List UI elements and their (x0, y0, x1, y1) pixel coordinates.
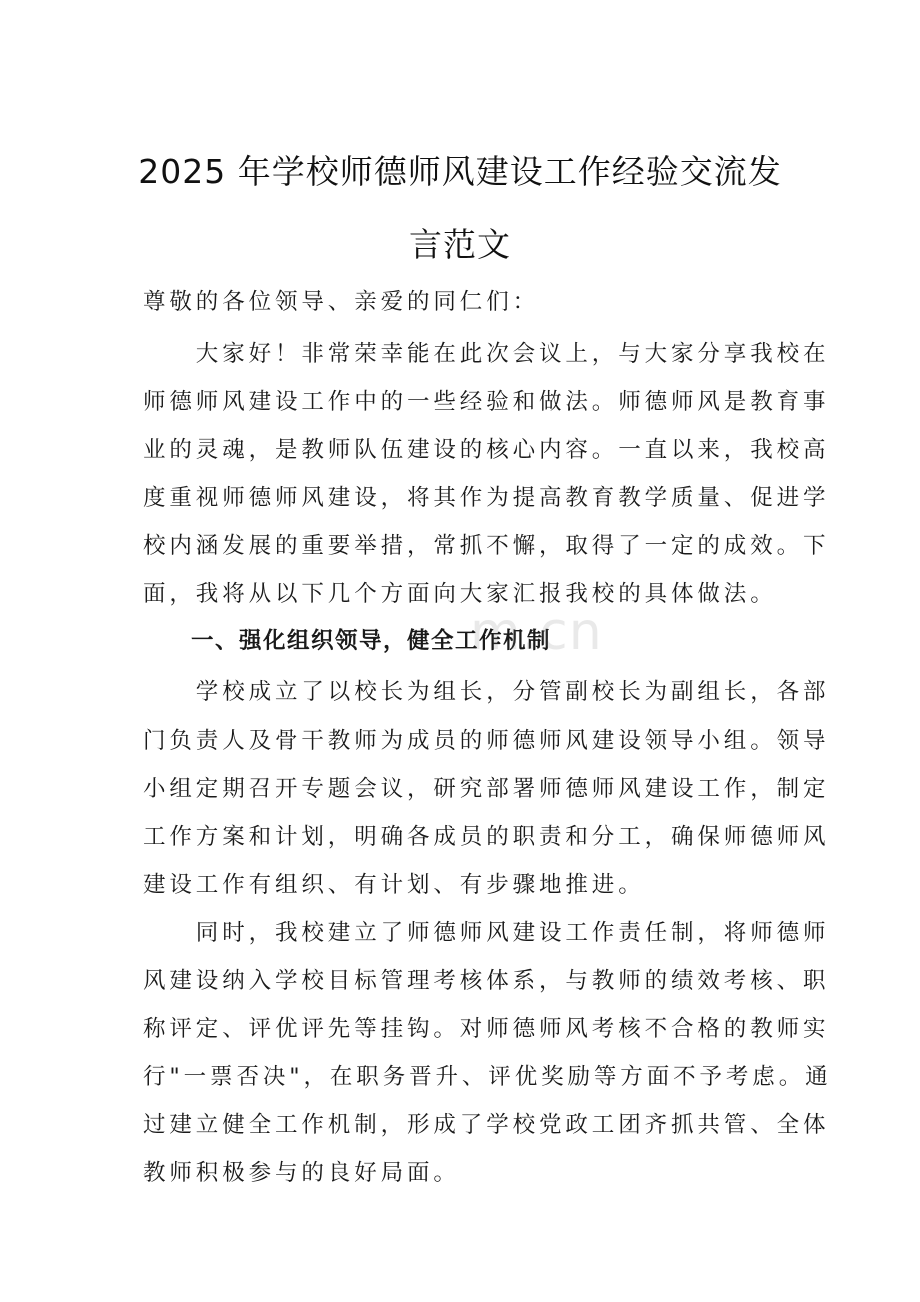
section-heading: 一、强化组织领导，健全工作机制 (143, 628, 552, 654)
paragraph-line: 面，我将从以下几个方面向大家汇报我校的具体做法。 (143, 581, 777, 607)
paragraph-line: 门负责人及骨干教师为成员的师德师风建设领导小组。领导 (143, 728, 830, 754)
paragraph-line: 小组定期召开专题会议，研究部署师德师风建设工作，制定 (143, 776, 830, 802)
paragraph-line: 过建立健全工作机制，形成了学校党政工团齐抓共管、全体 (143, 1112, 830, 1138)
paragraph-line: 教师积极参与的良好局面。 (143, 1160, 460, 1186)
document-title-line-2: 言范文 (409, 225, 511, 264)
document-title-line-1: 2025 年学校师德师风建设工作经验交流发 (138, 152, 782, 191)
paragraph-line: 称评定、评优评先等挂钩。对师德师风考核不合格的教师实 (143, 1016, 830, 1042)
paragraph-line: 大家好！非常荣幸能在此次会议上，与大家分享我校在 (143, 341, 830, 367)
paragraph-line: 风建设纳入学校目标管理考核体系，与教师的绩效考核、职 (143, 968, 830, 994)
paragraph-line: 行"一票否决"，在职务晋升、评优奖励等方面不予考虑。通 (143, 1064, 832, 1090)
paragraph-line: 师德师风建设工作中的一些经验和做法。师德师风是教育事 (143, 389, 830, 415)
paragraph-line: 校内涵发展的重要举措，常抓不懈，取得了一定的成效。下 (143, 533, 830, 559)
paragraph-line: 工作方案和计划，明确各成员的职责和分工，确保师德师风 (143, 824, 830, 850)
paragraph-line: 建设工作有组织、有计划、有步骤地推进。 (143, 872, 645, 898)
paragraph-line: 学校成立了以校长为组长，分管副校长为副组长，各部 (143, 679, 830, 705)
paragraph-line: 业的灵魂，是教师队伍建设的核心内容。一直以来，我校高 (143, 437, 830, 463)
salutation: 尊敬的各位领导、亲爱的同仁们： (143, 289, 540, 315)
watermark: m.cn (470, 602, 603, 662)
paragraph-line: 度重视师德师风建设，将其作为提高教育教学质量、促进学 (143, 485, 830, 511)
paragraph-line: 同时，我校建立了师德师风建设工作责任制，将师德师 (143, 920, 830, 946)
